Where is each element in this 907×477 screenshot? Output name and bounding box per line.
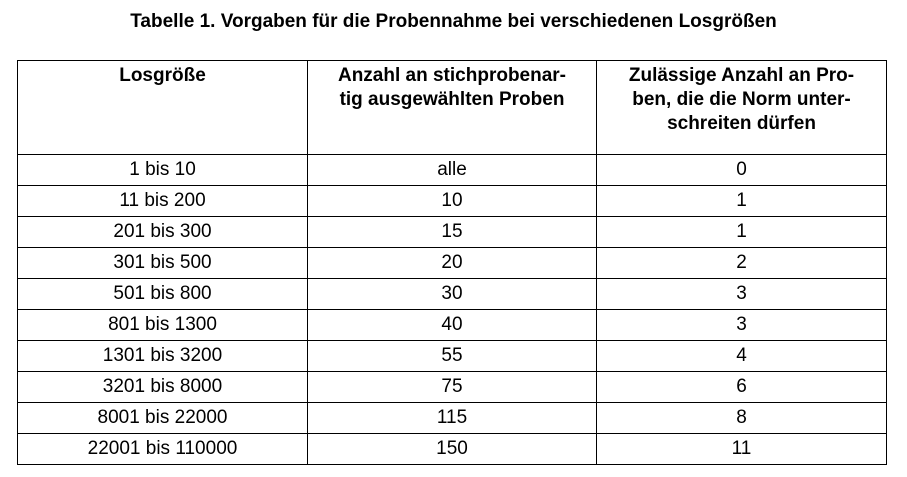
table-row <box>18 434 887 465</box>
cell-allowed-failures: 3 <box>597 279 887 310</box>
cell-sample-count: 10 <box>308 186 597 217</box>
table-row <box>18 403 887 434</box>
cell-sample-count: 55 <box>308 341 597 372</box>
cell-lot-size: 11 bis 200 <box>18 186 308 217</box>
cell-sample-count: 20 <box>308 248 597 279</box>
cell-sample-count: 40 <box>308 310 597 341</box>
cell-allowed-failures: 0 <box>597 155 887 186</box>
table-row <box>18 155 887 186</box>
cell-lot-size: 501 bis 800 <box>18 279 308 310</box>
header-line: Zulässige Anzahl an Pro- <box>628 65 855 86</box>
cell-sample-count: 75 <box>308 372 597 403</box>
cell-allowed-failures: 3 <box>597 310 887 341</box>
cell-lot-size: 1 bis 10 <box>18 155 308 186</box>
table-row <box>18 372 887 403</box>
table-row <box>18 310 887 341</box>
table-caption: Tabelle 1. Vorgaben für die Probennahme bei verschiedenen Losgrößen <box>130 11 777 32</box>
sampling-table <box>17 60 887 465</box>
header-line: Losgröße <box>119 65 206 86</box>
cell-lot-size: 22001 bis 110000 <box>18 434 308 465</box>
table-row <box>18 279 887 310</box>
cell-lot-size: 8001 bis 22000 <box>18 403 308 434</box>
cell-lot-size: 801 bis 1300 <box>18 310 308 341</box>
cell-allowed-failures: 11 <box>597 434 887 465</box>
header-line: tig ausgewählten Proben <box>339 89 565 110</box>
cell-allowed-failures: 4 <box>597 341 887 372</box>
header-line: schreiten dürfen <box>667 113 816 134</box>
cell-sample-count: alle <box>308 155 597 186</box>
header-line: ben, die die Norm unter- <box>632 89 851 110</box>
cell-sample-count: 15 <box>308 217 597 248</box>
cell-lot-size: 1301 bis 3200 <box>18 341 308 372</box>
header-lot-size <box>18 61 308 155</box>
table-row <box>18 248 887 279</box>
header-line: Anzahl an stichprobenar- <box>337 65 567 86</box>
cell-lot-size: 301 bis 500 <box>18 248 308 279</box>
cell-sample-count: 115 <box>308 403 597 434</box>
cell-allowed-failures: 1 <box>597 186 887 217</box>
cell-allowed-failures: 8 <box>597 403 887 434</box>
header-sample-count <box>308 61 597 155</box>
table-row <box>18 186 887 217</box>
table-row <box>18 341 887 372</box>
header-allowed-failures <box>597 61 887 155</box>
cell-sample-count: 150 <box>308 434 597 465</box>
cell-lot-size: 201 bis 300 <box>18 217 308 248</box>
cell-lot-size: 3201 bis 8000 <box>18 372 308 403</box>
cell-sample-count: 30 <box>308 279 597 310</box>
cell-allowed-failures: 1 <box>597 217 887 248</box>
cell-allowed-failures: 2 <box>597 248 887 279</box>
table-row <box>18 217 887 248</box>
cell-allowed-failures: 6 <box>597 372 887 403</box>
header-row <box>18 61 887 155</box>
